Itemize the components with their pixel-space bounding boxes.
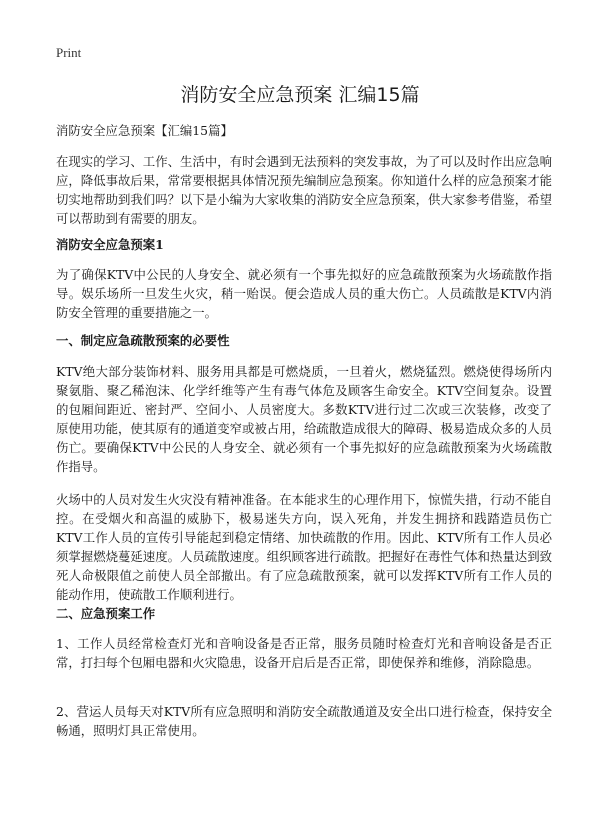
intro-paragraph: 在现实的学习、工作、生活中，有时会遇到无法预料的突发事故，为了可以及时作出应急响应，降低事故后果，常常要根据具体情况预先编制应急预案。你知道什么样的应急预案才能切实地帮助到我们吗？以下是小编为大家收集的消防安全应急预案，供大家参考借鉴，希望可以帮助到有需要的朋友。 [56, 154, 552, 226]
paragraph: KTV绝大部分装饰材料、服务用具都是可燃烧质，一旦着火，燃烧猛烈。燃烧使得场所内聚氨脂、聚乙稀泡沫、化学纤维等产生有毒气体危及顾客生命安全。KTV空间复杂。设置的包厢间距近、密封严、空间小、人员密度大。多数KTV进行过二次或三次装修，改变了原使用功能，使其原有的通道变窄或被占用，给疏散造成很大的障碍、极易造成众多的人员伤亡。要确保KTV中公民的人身安全、就必须有一个事先拟好的应急疏散预案为火场疏散作指导。 [56, 364, 552, 474]
section-heading-plan-1: 消防安全应急预案1 [56, 237, 164, 252]
paragraph: 火场中的人员对发生火灾没有精神准备。在本能求生的心理作用下，惊慌失措，行动不能自控。在受烟火和高温的威胁下，极易迷失方向，误入死角，并发生拥挤和践踏造员伤亡KTV工作人员的宣传引导能起到稳定情绪、加快疏散的作用。因此、KTV所有工作人员必须掌握燃烧蔓延速度。人员疏散速度。组织顾客进行疏散。把握好在毒性气体和热量达到致死人命极限值之前使人员全部撤出。有了应急疏散预案，就可以发挥KTV所有工作人员的能动作用，使疏散工作顺利进行。 [56, 492, 552, 602]
paragraph: 为了确保KTV中公民的人身安全、就必须有一个事先拟好的应急疏散预案为火场疏散作指导。娱乐场所一旦发生火灾，稍一贻误。便会造成人员的重大伤亡。人员疏散是KTV内消防安全管理的重要措施之一。 [56, 267, 552, 320]
paragraph: 2、营运人员每天对KTV所有应急照明和消防安全疏散通道及安全出口进行检查，保持安全畅通，照明灯具正常使用。 [56, 704, 552, 738]
section-heading-necessity: 一、制定应急疏散预案的必要性 [56, 333, 230, 348]
document-title: 消防安全应急预案 汇编15篇 [180, 84, 420, 106]
document-subtitle: 消防安全应急预案【汇编15篇】 [56, 123, 233, 138]
print-label: Print [56, 45, 82, 60]
paragraph: 1、工作人员经常检查灯光和音响设备是否正常，服务员随时检查灯光和音响设备是否正常，打扫每个包厢电器和火灾隐患，设备开启后是否正常，即使保养和维修，消除隐患。 [56, 636, 552, 670]
section-heading-plan-work: 二、应急预案工作 [56, 606, 156, 621]
